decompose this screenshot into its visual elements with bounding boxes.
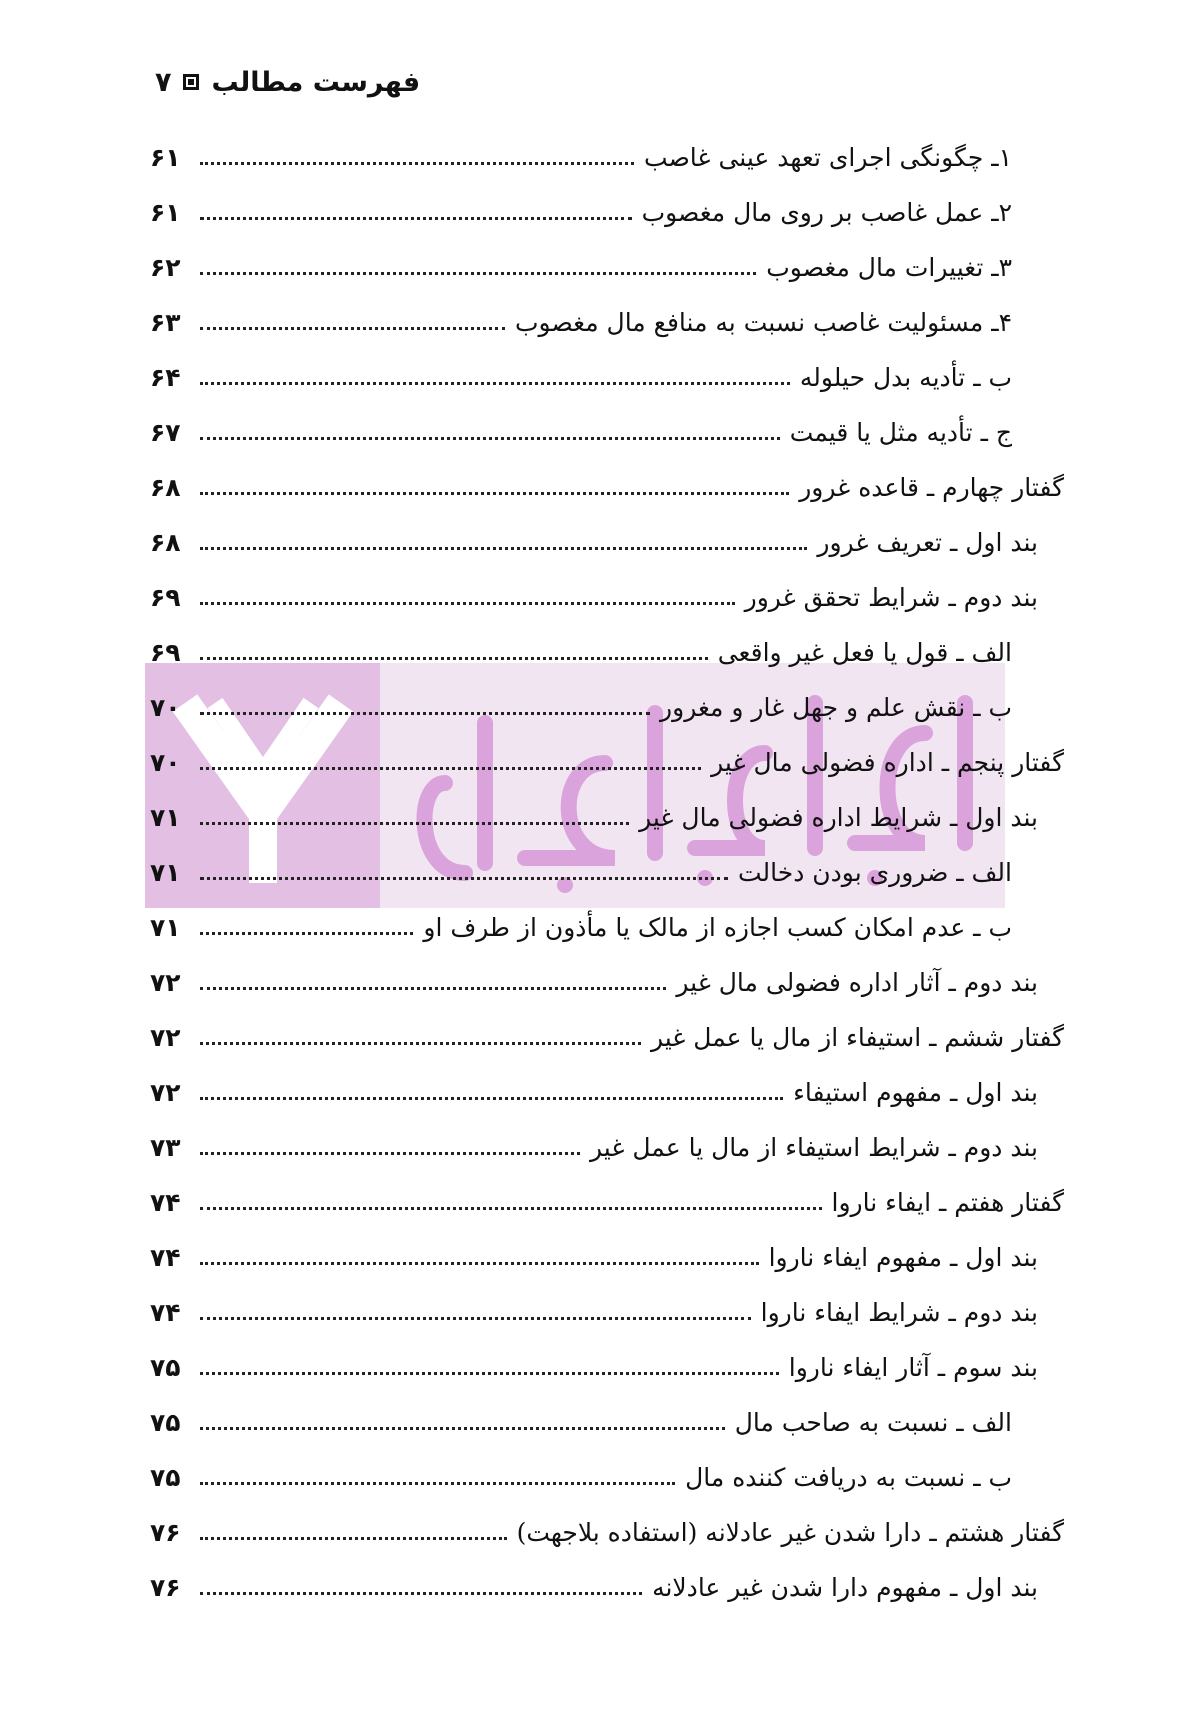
toc-entry [150,680,1070,735]
toc-entry-title: گفتار هشتم ـ دارا شدن غیر عادلانه (استفاده بلاجهت) [516,1518,1064,1547]
toc-entry-page: ۷۰ [150,693,181,722]
toc-entry-page: ۶۸ [150,528,181,557]
toc-entry-page: ۶۹ [150,583,181,612]
toc-leader-dots [200,1372,779,1375]
toc-leader-dots [200,1207,822,1210]
toc-entry [150,735,1070,790]
toc-entry [150,1395,1070,1450]
toc-entry [150,845,1070,900]
toc-entry-title: بند دوم ـ شرایط تحقق غرور [744,583,1038,612]
toc-entry [150,350,1070,405]
toc-leader-dots [200,217,632,220]
toc-entry [150,1560,1070,1615]
toc-entry [150,185,1070,240]
toc-entry-title: الف ـ نسبت به صاحب مال [734,1408,1012,1437]
page-number: ۷ [155,66,172,98]
toc-entry [150,1230,1070,1285]
toc-entry-title: بند دوم ـ شرایط استیفاء از مال یا عمل غیر [589,1133,1038,1162]
toc-entry [150,1285,1070,1340]
toc-entry-page: ۶۴ [150,363,181,392]
toc-entry-title: ج ـ تأدیه مثل یا قیمت [789,418,1012,447]
toc-entry [150,295,1070,350]
toc-leader-dots [200,1262,759,1265]
toc-entry-title: ب ـ نقش علم و جهل غار و مغرور [660,693,1012,722]
toc-entry-page: ۷۴ [150,1188,181,1217]
toc-entry [150,1450,1070,1505]
toc-entry-page: ۷۱ [150,803,181,832]
toc-entry [150,790,1070,845]
toc-entry-title: گفتار ششم ـ استیفاء از مال یا عمل غیر [650,1023,1064,1052]
toc-entry-title: بند دوم ـ شرایط ایفاء ناروا [760,1298,1038,1327]
toc-leader-dots [200,272,756,275]
toc-leader-dots [200,932,413,935]
toc-entry-page: ۷۲ [150,968,181,997]
toc-entry-page: ۶۹ [150,638,181,667]
table-of-contents [150,130,1070,1615]
toc-entry [150,130,1070,185]
toc-entry [150,1340,1070,1395]
toc-leader-dots [200,437,780,440]
toc-entry-title: الف ـ ضروری بودن دخالت [737,858,1012,887]
toc-leader-dots [200,1317,751,1320]
toc-entry-page: ۶۸ [150,473,181,502]
toc-leader-dots [200,657,708,660]
toc-entry [150,1010,1070,1065]
toc-entry [150,460,1070,515]
toc-entry [150,515,1070,570]
square-bullet-icon [183,74,199,90]
toc-entry-page: ۶۷ [150,418,181,447]
toc-entry [150,240,1070,295]
toc-entry-title: گفتار هفتم ـ ایفاء ناروا [831,1188,1064,1217]
toc-entry-title: ۲ـ عمل غاصب بر روی مال مغصوب [641,198,1012,227]
toc-entry-page: ۶۱ [150,198,181,227]
toc-entry [150,1065,1070,1120]
toc-entry-title: ۳ـ تغییرات مال مغصوب [766,253,1012,282]
toc-entry-title: ب ـ تأدیه بدل حیلوله [799,363,1012,392]
toc-leader-dots [200,1592,642,1595]
toc-entry-page: ۷۴ [150,1243,181,1272]
toc-entry-page: ۷۶ [150,1573,181,1602]
toc-entry-title: گفتار چهارم ـ قاعده غرور [799,473,1064,502]
toc-entry [150,900,1070,955]
toc-entry-title: ب ـ نسبت به دریافت کننده مال [685,1463,1012,1492]
toc-entry-title: بند اول ـ مفهوم ایفاء ناروا [768,1243,1038,1272]
toc-entry-title: بند سوم ـ آثار ایفاء ناروا [788,1353,1038,1382]
toc-entry-title: گفتار پنجم ـ اداره فضولی مال غیر [711,748,1064,777]
toc-entry-page: ۷۵ [150,1463,181,1492]
toc-entry-title: بند دوم ـ آثار اداره فضولی مال غیر [676,968,1038,997]
toc-entry-page: ۷۱ [150,858,181,887]
toc-entry [150,625,1070,680]
toc-entry-page: ۷۱ [150,913,181,942]
page-header [155,62,575,102]
toc-leader-dots [200,712,650,715]
toc-entry-page: ۶۲ [150,253,181,282]
toc-leader-dots [200,1482,675,1485]
toc-entry-page: ۶۳ [150,308,181,337]
toc-entry [150,570,1070,625]
toc-entry-page: ۷۲ [150,1078,181,1107]
toc-entry-title: ب ـ عدم امکان کسب اجازه از مالک یا مأذون از طرف او [423,913,1012,942]
toc-leader-dots [200,162,634,165]
toc-entry-page: ۷۲ [150,1023,181,1052]
toc-entry-title: بند اول ـ تعریف غرور [817,528,1038,557]
toc-leader-dots [200,1097,783,1100]
header-title: فهرست مطالب [211,66,421,98]
toc-entry-page: ۷۶ [150,1518,181,1547]
toc-leader-dots [200,877,728,880]
toc-leader-dots [200,327,505,330]
toc-leader-dots [200,602,735,605]
toc-leader-dots [200,547,807,550]
toc-entry [150,955,1070,1010]
toc-entry-page: ۷۳ [150,1133,181,1162]
toc-entry-title: الف ـ قول یا فعل غیر واقعی [717,638,1012,667]
toc-entry-page: ۷۵ [150,1353,181,1382]
toc-entry-page: ۷۰ [150,748,181,777]
toc-leader-dots [200,822,629,825]
toc-entry-page: ۶۱ [150,143,181,172]
toc-leader-dots [200,382,790,385]
toc-entry-title: بند اول ـ مفهوم استیفاء [793,1078,1038,1107]
toc-leader-dots [200,1537,507,1540]
toc-entry [150,1505,1070,1560]
toc-entry-title: ۱ـ چگونگی اجرای تعهد عینی غاصب [644,143,1012,172]
toc-entry-page: ۷۴ [150,1298,181,1327]
toc-entry-title: بند اول ـ شرایط اداره فضولی مال غیر [639,803,1038,832]
toc-leader-dots [200,1427,725,1430]
toc-leader-dots [200,767,701,770]
toc-leader-dots [200,492,789,495]
toc-entry [150,1175,1070,1230]
toc-entry-page: ۷۵ [150,1408,181,1437]
toc-leader-dots [200,987,666,990]
toc-entry [150,1120,1070,1175]
toc-leader-dots [200,1042,641,1045]
toc-leader-dots [200,1152,580,1155]
toc-entry-title: بند اول ـ مفهوم دارا شدن غیر عادلانه [652,1573,1038,1602]
toc-entry [150,405,1070,460]
toc-entry-title: ۴ـ مسئولیت غاصب نسبت به منافع مال مغصوب [515,308,1012,337]
